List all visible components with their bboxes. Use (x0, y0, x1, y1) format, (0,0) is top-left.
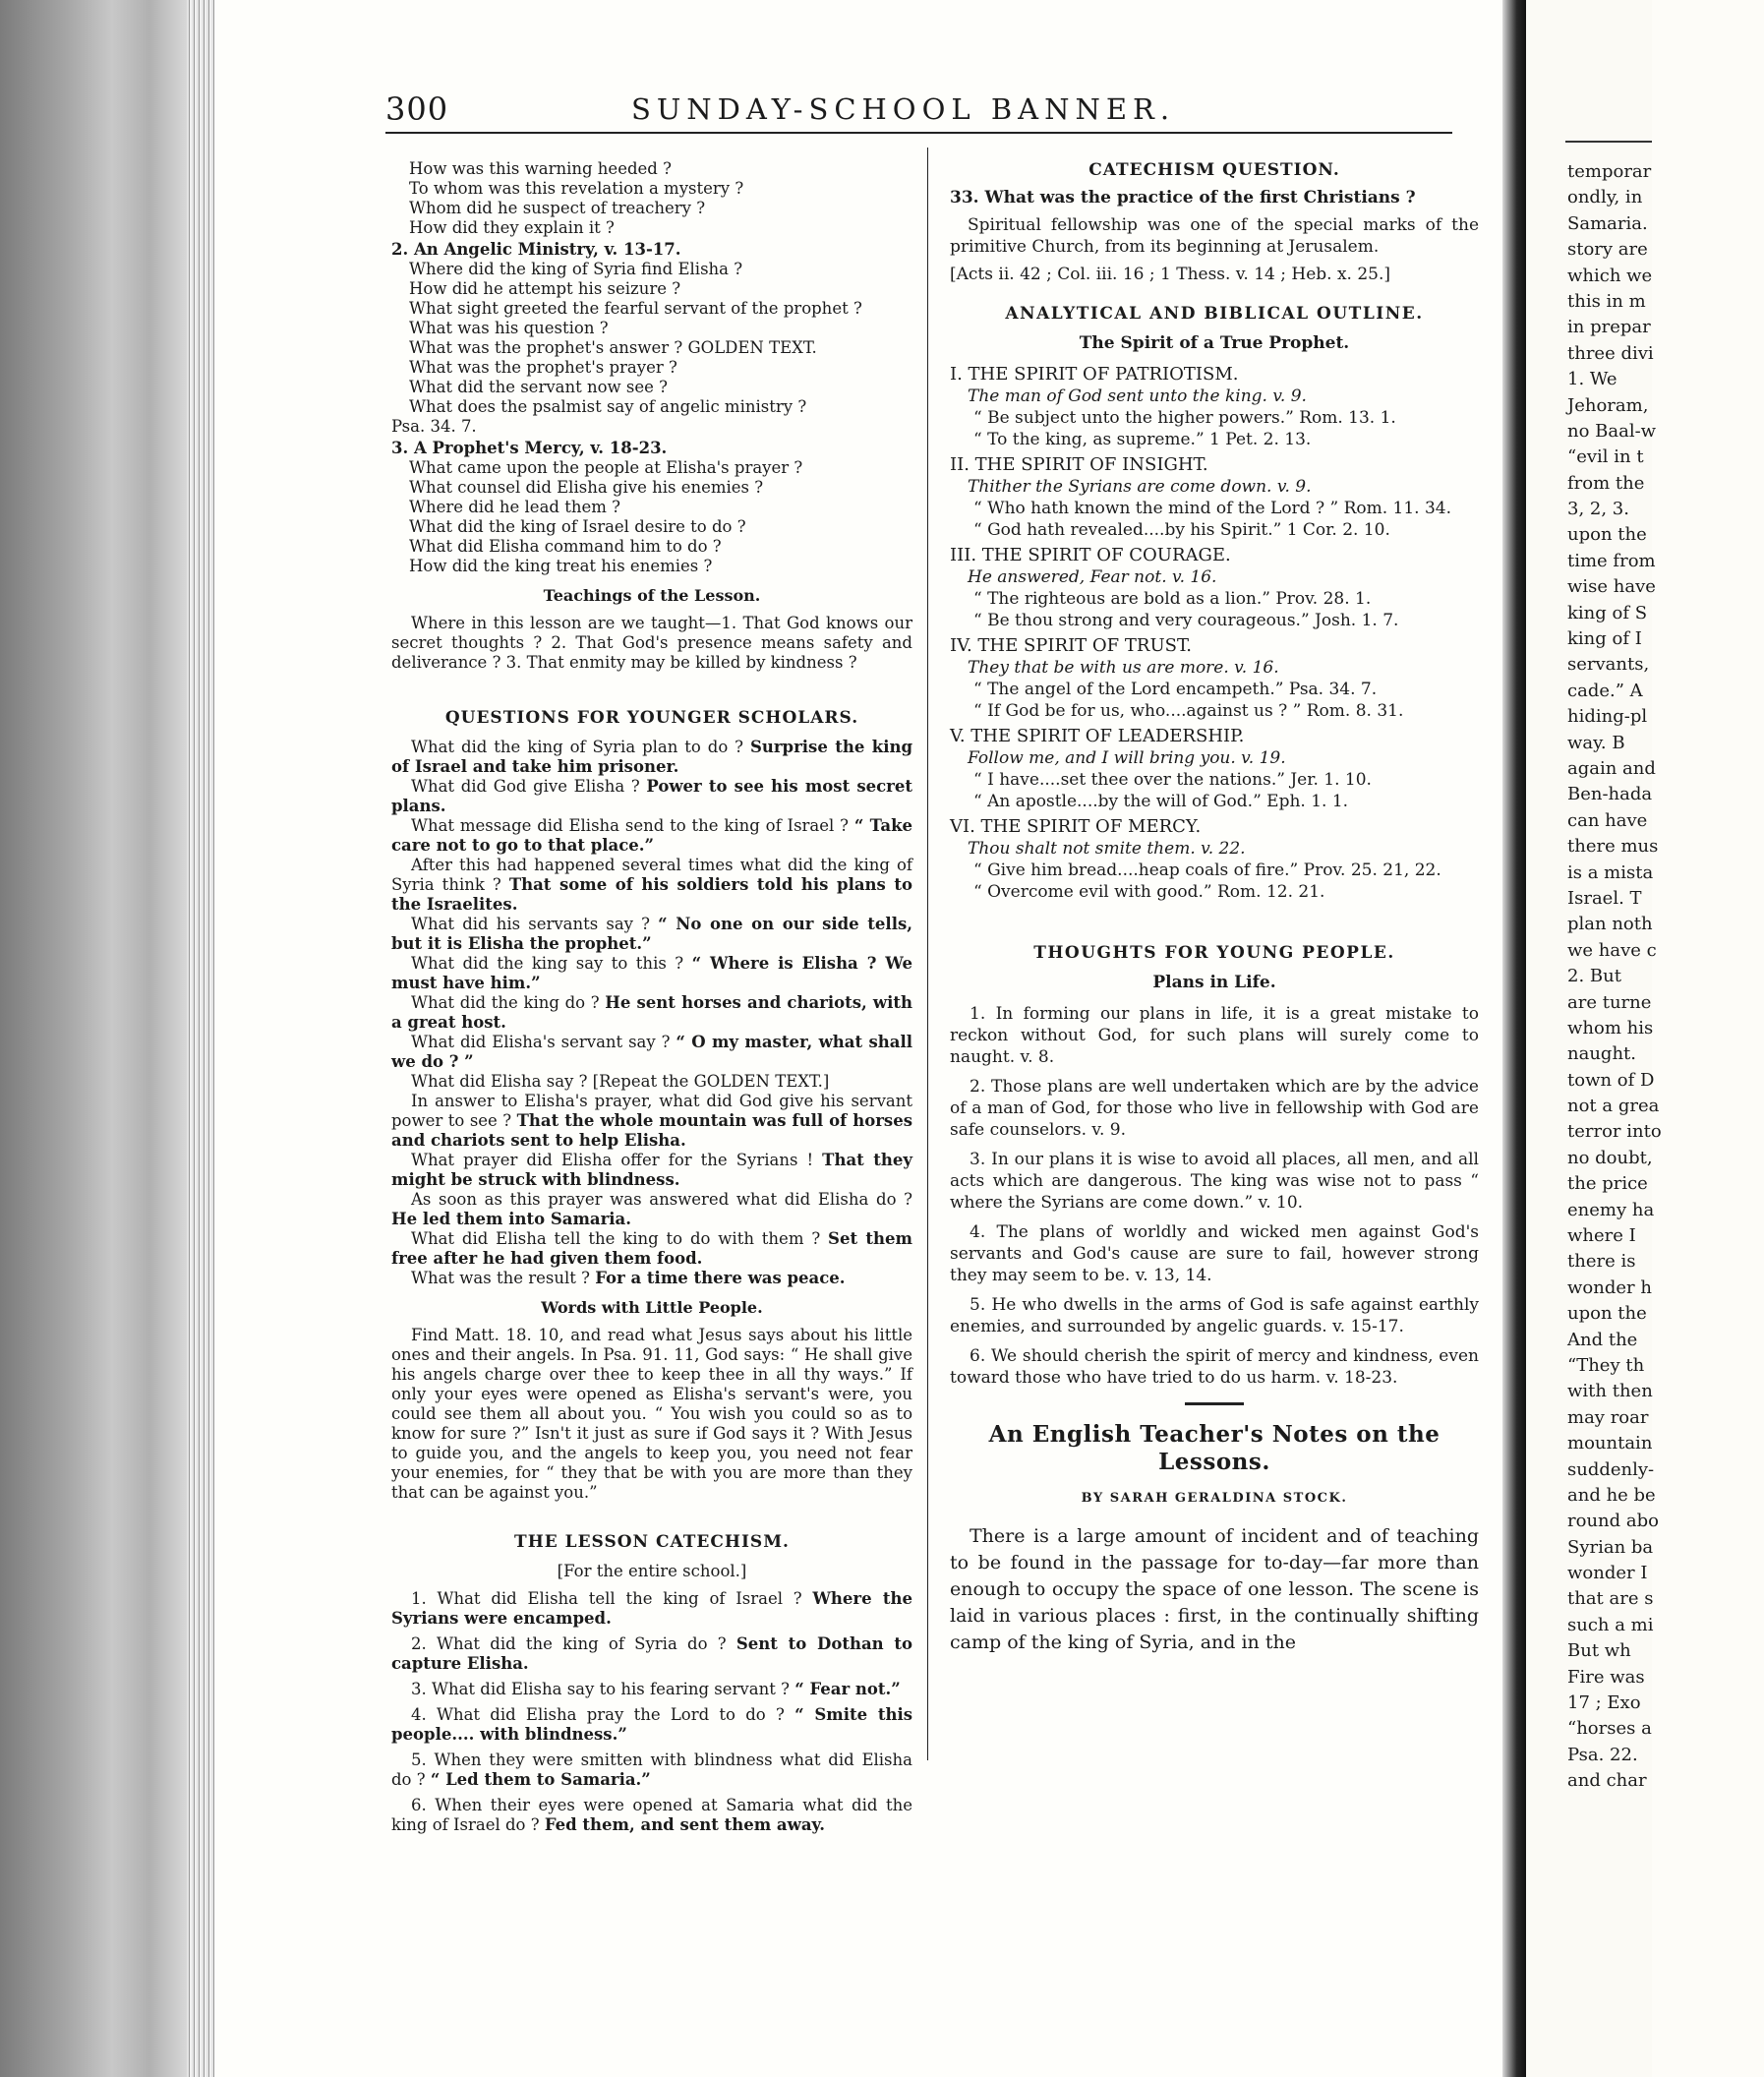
catechism-item (391, 1705, 912, 1745)
facing-page-line: story are (1567, 239, 1648, 261)
younger-question-item (391, 1190, 912, 1229)
section-divider (1185, 1402, 1244, 1405)
younger-question: As soon as this prayer was answered what did Elisha do ? (411, 1190, 912, 1209)
younger-question: What was the result ? (411, 1269, 590, 1287)
journal-title: SUNDAY-SCHOOL BANNER. (631, 92, 1176, 126)
thought-item: 5. He who dwells in the arms of God is safe against earthly enemies, and surrounded by angelic guards. v. 15-17. (950, 1295, 1479, 1336)
younger-question-item (391, 1072, 912, 1092)
question-line: What does the psalmist say of angelic ministry ? (409, 397, 807, 416)
thoughts-subtitle: Plans in Life. (1152, 973, 1276, 992)
younger-question: What did his servants say ? (411, 915, 650, 933)
english-notes-byline: BY SARAH GERALDINA STOCK. (1081, 1491, 1348, 1506)
facing-page-line: and char (1567, 1770, 1647, 1792)
outline-verse: “ The angel of the Lord encampeth.” Psa. 34. 7. (973, 680, 1378, 699)
younger-question-item (391, 856, 912, 915)
catechism-item (391, 1751, 912, 1790)
younger-question-item (391, 1229, 912, 1269)
facing-page-line: with then (1567, 1381, 1653, 1402)
facing-page-line: 2. But (1567, 966, 1621, 987)
facing-page-line: such a mi (1567, 1614, 1654, 1635)
facing-page-line: “horses a (1567, 1718, 1652, 1740)
outline-text-item: Follow me, and I will bring you. v. 19. (968, 748, 1286, 768)
younger-question-item (391, 1092, 912, 1151)
catechism-sub: [For the entire school.] (557, 1562, 747, 1580)
younger-question-item (391, 777, 912, 816)
younger-question: What did the king of Syria plan to do ? (411, 738, 744, 756)
facing-page-line: again and (1567, 757, 1656, 779)
facing-page-line: there mus (1567, 836, 1659, 858)
thoughts-heading: THOUGHTS FOR YOUNG PEOPLE. (1033, 943, 1395, 963)
outline-verse: “ The righteous are bold as a lion.” Prov. 28. 1. (973, 589, 1372, 609)
catechism-question: 2. What did the king of Syria do ? (411, 1634, 727, 1653)
facing-page-line: wonder h (1567, 1276, 1652, 1298)
page-number: 300 (385, 90, 449, 128)
left-column (391, 159, 912, 1841)
question-line: What came upon the people at Elisha's prayer ? (409, 458, 803, 477)
outline-list (950, 364, 1479, 903)
catechism-question: 6. When their eyes were opened at Samaria what did the king of Israel do ? (391, 1796, 912, 1834)
question-line: How was this warning heeded ? (409, 159, 672, 178)
question-line: Where did the king of Syria find Elisha ? (409, 260, 743, 278)
younger-question: What did Elisha's servant say ? (411, 1033, 671, 1051)
catechism-answer: Fed them, and sent them away. (544, 1815, 825, 1834)
younger-question: What did Elisha tell the king to do with them ? (411, 1229, 821, 1248)
running-head (385, 90, 1452, 130)
facing-page-line: round abo (1567, 1511, 1659, 1532)
outline-verse: “ I have....set thee over the nations.” Jer. 1. 10. (973, 770, 1372, 790)
cat-question: 33. What was the practice of the first Christians ? (950, 188, 1416, 208)
facing-page-line: whom his (1567, 1017, 1654, 1038)
cat-refs: [Acts ii. 42 ; Col. iii. 16 ; 1 Thess. v. 14 ; Heb. x. 25.] (950, 265, 1391, 284)
outline-heading: ANALYTICAL AND BIBLICAL OUTLINE. (1005, 304, 1424, 324)
younger-question-item (391, 954, 912, 993)
younger-question: What prayer did Elisha offer for the Syrians ! (411, 1151, 814, 1169)
facing-page-line: “They th (1567, 1354, 1645, 1376)
catechism-answer: “ Fear not.” (794, 1680, 901, 1698)
outline-verse: “ Overcome evil with good.” Rom. 12. 21. (973, 882, 1325, 902)
words-heading: Words with Little People. (541, 1298, 763, 1317)
facing-page-line: suddenly- (1567, 1458, 1655, 1480)
question-line: Where did he lead them ? (409, 498, 620, 516)
facing-page-line: “evil in t (1567, 446, 1644, 468)
right-column (950, 159, 1479, 1656)
facing-page-line: enemy ha (1567, 1199, 1655, 1220)
words-text: Find Matt. 18. 10, and read what Jesus says about his little ones and their angels. In Psa. 91. 11, God says: “ He shall give his angels charge over thee to keep thee in all thy ways.” If only your eyes were opened as Elisha's servant's were, you could see them all about you. “ You wish you could so as to know for sure ?” Isn't it just as sure if God says it ? With Jesus to guide you, and the angels to keep you, you need not fear your enemies, for “ they that be with you are more than they that can be against you.” (391, 1326, 912, 1502)
younger-question: What did God give Elisha ? (411, 777, 640, 796)
thought-item: 4. The plans of worldly and wicked men against God's servants and God's cause are sure to fail, however strong they may seem to be. v. 13, 14. (950, 1222, 1479, 1285)
younger-question-item (391, 816, 912, 856)
book-gutter (1502, 0, 1526, 2077)
facing-page-line: in prepar (1567, 317, 1651, 338)
cat-question-heading: CATECHISM QUESTION. (1088, 160, 1340, 180)
younger-answer: “ Take care not to go to that place.” (391, 816, 912, 855)
question-line: What did the king of Israel desire to do ? (409, 517, 746, 536)
catechism-list (391, 1589, 912, 1835)
english-notes-text: There is a large amount of incident and of teaching to be found in the passage for to-day—far more than enough to occupy the space of one lesson. The scene is laid in various places : first, in the continually shifting camp of the king of Syria, and in the (950, 1525, 1479, 1653)
younger-heading: QUESTIONS FOR YOUNGER SCHOLARS. (444, 708, 859, 728)
facing-page-line: Jehoram, (1567, 394, 1649, 416)
facing-page-line: 17 ; Exo (1567, 1692, 1641, 1714)
facing-page-line: king of I (1567, 628, 1642, 650)
facing-page-line: temporar (1567, 161, 1652, 182)
question-line: To whom was this revelation a mystery ? (409, 179, 744, 198)
outline-text-item: The man of God sent unto the king. v. 9. (968, 386, 1307, 406)
younger-answer: Power to see his most secret plans. (391, 777, 912, 815)
question-line: What was the prophet's answer ? GOLDEN TEXT. (409, 338, 817, 357)
outline-text-item: He answered, Fear not. v. 16. (968, 567, 1217, 587)
facing-page-line: there is (1567, 1251, 1636, 1273)
younger-answer: “ No one on our side tells, but it is Elisha the prophet.” (391, 915, 912, 953)
facing-page-line: the price (1567, 1173, 1648, 1195)
catechism-answer: Where the Syrians were encamped. (391, 1589, 912, 1628)
outline-verse: “ Be thou strong and very courageous.” Josh. 1. 7. (973, 611, 1399, 630)
facing-page-line: naught. (1567, 1043, 1636, 1065)
question-line: How did the king treat his enemies ? (409, 557, 713, 575)
outline-verse: “ Give him bread....heap coals of fire.” Prov. 25. 21, 22. (973, 860, 1441, 880)
facing-page-line: way. B (1567, 732, 1625, 753)
facing-page-line: where I (1567, 1225, 1636, 1247)
question-line: What sight greeted the fearful servant of the prophet ? (409, 299, 862, 318)
question-line: What counsel did Elisha give his enemies ? (409, 478, 764, 497)
book-page-edge (0, 0, 187, 2077)
outline-heading-item: VI. THE SPIRIT OF MERCY. (950, 816, 1202, 837)
younger-answer: That they might be struck with blindness. (391, 1151, 912, 1189)
facing-page-line: and he be (1567, 1484, 1656, 1506)
facing-page-line: from the (1567, 472, 1645, 494)
facing-page-line: upon the (1567, 1303, 1647, 1325)
younger-question-item (391, 993, 912, 1033)
facing-page-line: Samaria. (1567, 212, 1648, 234)
facing-page-line: Syrian ba (1567, 1536, 1654, 1558)
question-line: How did he attempt his seizure ? (409, 279, 681, 298)
facing-page-line: is a mista (1567, 861, 1654, 883)
younger-question: What did the king do ? (411, 993, 600, 1012)
facing-page-line: hiding-pl (1567, 706, 1648, 728)
facing-page-line: which we (1567, 265, 1653, 286)
question-line: What did Elisha command him to do ? (409, 537, 722, 556)
younger-question-item (391, 915, 912, 954)
younger-questions (391, 738, 912, 1288)
facing-page-line: may roar (1567, 1406, 1649, 1428)
facing-page-line: upon the (1567, 524, 1647, 546)
facing-page-line: ondly, in (1567, 187, 1643, 208)
facing-page-text (1567, 159, 1764, 1795)
cat-answer: Spiritual fellowship was one of the special marks of the primitive Church, from its beginning at Jerusalem. (950, 215, 1479, 257)
facing-page-line: time from (1567, 550, 1656, 571)
facing-page-line: not a grea (1567, 1096, 1660, 1117)
facing-page-line: king of S (1567, 602, 1648, 623)
facing-page-line: town of D (1567, 1069, 1655, 1091)
younger-question-item (391, 1269, 912, 1288)
younger-answer: That the whole mountain was full of horses and chariots sent to help Elisha. (391, 1111, 912, 1150)
header-rule (385, 132, 1452, 134)
outline-heading-item: IV. THE SPIRIT OF TRUST. (950, 635, 1193, 656)
facing-page-line: that are s (1567, 1588, 1654, 1610)
younger-question-item (391, 1151, 912, 1190)
thought-item: 1. In forming our plans in life, it is a great mistake to reckon without God, for such plans will surely come to naught. v. 8. (950, 1004, 1479, 1067)
facing-page-line: wonder I (1567, 1563, 1648, 1584)
facing-page-line: this in m (1567, 290, 1646, 312)
outline-verse: “ God hath revealed....by his Spirit.” 1 Cor. 2. 10. (973, 520, 1390, 540)
thoughts-list (950, 1003, 1479, 1389)
outline-verse: “ An apostle....by the will of God.” Eph. 1. 1. (973, 792, 1349, 811)
catechism-question: 1. What did Elisha tell the king of Israel ? (411, 1589, 802, 1608)
outline-text-item: Thou shalt not smite them. v. 22. (968, 839, 1246, 859)
younger-answer: For a time there was peace. (595, 1269, 846, 1287)
facing-page-line: 3, 2, 3. (1567, 499, 1629, 520)
catechism-answer: “ Smite this people.... with blindness.” (391, 1705, 912, 1744)
section-2-title: 2. An Angelic Ministry, v. 13-17. (391, 240, 681, 259)
facing-page-line: can have (1567, 809, 1648, 831)
facing-page-line: servants, (1567, 654, 1650, 676)
younger-question: After this had happened several times what did the king of Syria think ? (391, 856, 912, 894)
younger-question: What did the king say to this ? (411, 954, 684, 973)
catechism-question: 5. When they were smitten with blindness what did Elisha do ? (391, 1751, 912, 1789)
younger-answer: Set them free after he had given them food. (391, 1229, 912, 1268)
book-page-stack (187, 0, 214, 2077)
english-notes-title: An English Teacher's Notes on the Lessons. (988, 1421, 1441, 1475)
outline-heading-item: II. THE SPIRIT OF INSIGHT. (950, 454, 1208, 475)
younger-answer: He led them into Samaria. (391, 1210, 631, 1228)
catechism-item (391, 1589, 912, 1629)
thought-item: 6. We should cherish the spirit of mercy and kindness, even toward those who have tried to do us harm. v. 18-23. (950, 1346, 1479, 1388)
facing-page-line: 1. We (1567, 369, 1617, 390)
younger-answer: Surprise the king of Israel and take him prisoner. (391, 738, 912, 776)
facing-page (1526, 0, 1662, 2077)
facing-page-line: no Baal-w (1567, 420, 1657, 442)
facing-page-line: plan noth (1567, 914, 1653, 935)
younger-answer: That some of his soldiers told his plans to the Israelites. (391, 875, 912, 914)
catechism-answer: Sent to Dothan to capture Elisha. (391, 1634, 913, 1673)
section-3-questions (391, 458, 912, 576)
outline-text-item: Thither the Syrians are come down. v. 9. (968, 477, 1312, 497)
question-line: What was his question ? (409, 319, 609, 337)
question-line: What did the servant now see ? (409, 378, 669, 396)
younger-question: In answer to Elisha's prayer, what did God give his servant power to see ? (391, 1092, 912, 1130)
thought-item: 3. In our plans it is wise to avoid all places, all men, and all acts which are dangerous. The king was wise not to pass “ where the Syrians are come down.” v. 10. (950, 1150, 1479, 1213)
catechism-question: 4. What did Elisha pray the Lord to do ? (411, 1705, 785, 1724)
outline-heading-item: III. THE SPIRIT OF COURAGE. (950, 545, 1231, 565)
question-line: How did they explain it ? (409, 218, 615, 237)
facing-page-line: Israel. T (1567, 887, 1642, 909)
outline-verse: “ Be subject unto the higher powers.” Rom. 13. 1. (973, 408, 1396, 428)
younger-question: What did Elisha say ? [Repeat the GOLDEN TEXT.] (411, 1072, 830, 1091)
facing-page-line: are turne (1567, 991, 1652, 1013)
facing-page-line: Fire was (1567, 1666, 1645, 1688)
catechism-item (391, 1796, 912, 1835)
younger-answer: “ O my master, what shall we do ? ” (391, 1033, 912, 1071)
teachings-heading: Teachings of the Lesson. (543, 586, 761, 605)
facing-page-line: mountain (1567, 1433, 1653, 1454)
section-2-ref: Psa. 34. 7. (391, 417, 477, 436)
outline-verse: “ Who hath known the mind of the Lord ? ” Rom. 11. 34. (973, 499, 1452, 518)
catechism-heading: THE LESSON CATECHISM. (514, 1532, 790, 1552)
question-line: Whom did he suspect of treachery ? (409, 199, 706, 217)
outline-text-item: They that be with us are more. v. 16. (968, 658, 1279, 678)
facing-page-line: no doubt, (1567, 1147, 1653, 1168)
intro-questions (391, 159, 912, 238)
facing-page-line: But wh (1567, 1640, 1631, 1662)
facing-page-line: wise have (1567, 576, 1656, 598)
section-2-questions (391, 260, 912, 417)
younger-question-item (391, 738, 912, 777)
younger-answer: He sent horses and chariots, with a great host. (391, 993, 913, 1032)
facing-page-line: cade.” A (1567, 680, 1643, 701)
facing-page-line: Psa. 22. (1567, 1744, 1638, 1765)
question-line: What was the prophet's prayer ? (409, 358, 677, 377)
younger-question-item (391, 1033, 912, 1072)
column-rule (927, 148, 928, 1760)
section-3-title: 3. A Prophet's Mercy, v. 18-23. (391, 439, 668, 457)
teachings-text: Where in this lesson are we taught—1. That God knows our secret thoughts ? 2. That God's presence means safety and deliverance ? 3. That enmity may be killed by kindness ? (391, 614, 912, 672)
facing-page-line: Ben-hada (1567, 784, 1653, 805)
outline-verse: “ If God be for us, who....against us ? ” Rom. 8. 31. (973, 701, 1404, 721)
catechism-question: 3. What did Elisha say to his fearing servant ? (411, 1680, 790, 1698)
catechism-item (391, 1680, 912, 1699)
outline-subtitle: The Spirit of a True Prophet. (1079, 333, 1350, 353)
facing-page-line: terror into (1567, 1121, 1662, 1143)
catechism-answer: “ Led them to Samaria.” (430, 1770, 651, 1789)
facing-page-line: we have c (1567, 939, 1657, 961)
outline-verse: “ To the king, as supreme.” 1 Pet. 2. 13. (973, 430, 1312, 449)
facing-page-line: three divi (1567, 342, 1654, 364)
outline-heading-item: V. THE SPIRIT OF LEADERSHIP. (950, 726, 1245, 746)
thought-item: 2. Those plans are well undertaken which are by the advice of a man of God, for those who live in fellowship with God are safe counselors. v. 9. (950, 1077, 1479, 1140)
catechism-item (391, 1634, 912, 1674)
facing-page-line: And the (1567, 1329, 1638, 1350)
outline-heading-item: I. THE SPIRIT OF PATRIOTISM. (950, 364, 1239, 385)
younger-question: What message did Elisha send to the king of Israel ? (411, 816, 849, 835)
younger-answer: “ Where is Elisha ? We must have him.” (391, 954, 912, 992)
